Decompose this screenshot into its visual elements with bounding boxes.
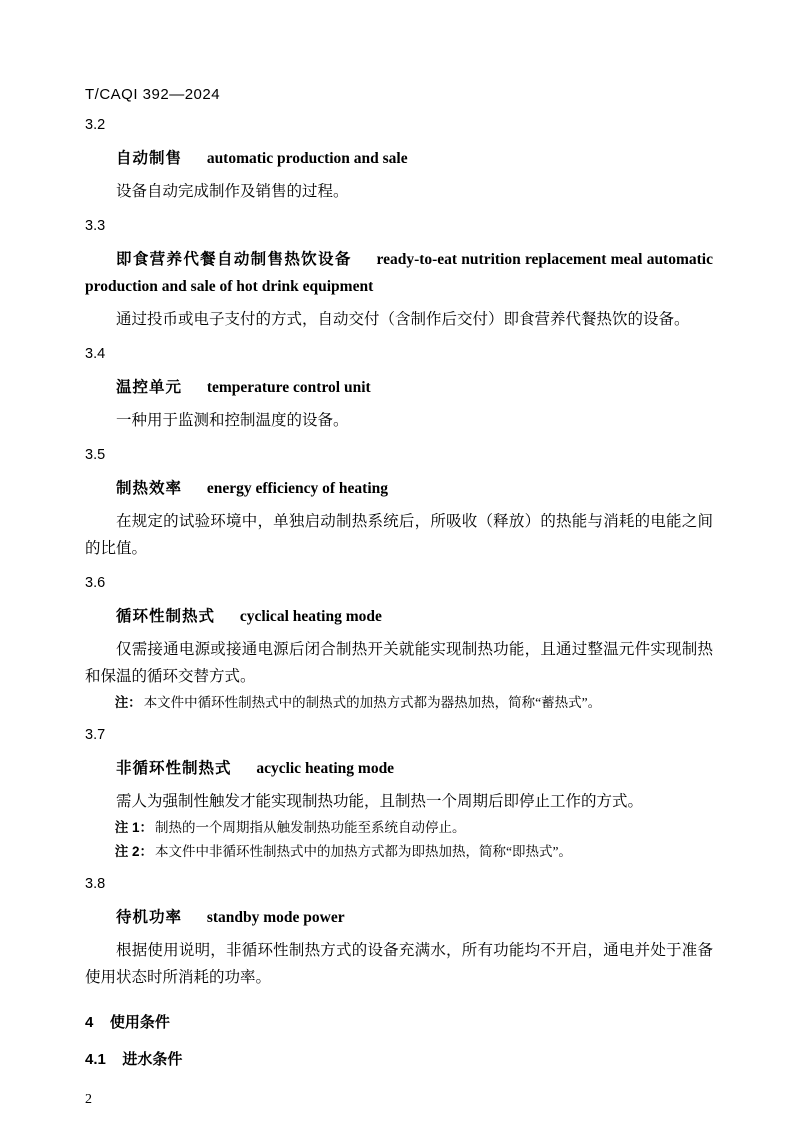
clause-number: 3.6 [85,575,106,591]
clause-number: 3.8 [85,876,106,892]
term-zh: 即食营养代餐自动制售热饮设备 [116,251,352,268]
clause-number: 4 [85,1014,94,1031]
term-definition: 通过投币或电子支付的方式，自动交付（含制作后交付）即食营养代餐热饮的设备。 [116,311,690,328]
section-3-3 [85,213,713,333]
term-zh: 非循环性制热式 [116,760,232,777]
term-en: ready-to-eat nutrition replacement meal automatic production and sale of hot drink equipment [85,251,713,295]
term-heading [85,603,713,630]
term-en: cyclical heating mode [239,608,382,625]
clause-number: 3.4 [85,346,106,362]
clause-title: 进水条件 [122,1051,183,1068]
term-definition: 在规定的试验环境中，单独启动制热系统后，所吸收（释放）的热能与消耗的电能之间的比值。 [85,513,713,557]
term-heading [85,475,713,502]
clause-number: 3.7 [85,727,106,743]
section-3-2 [85,112,713,205]
section-3-5 [85,442,713,562]
term-en: automatic production and sale [206,150,408,167]
term-zh: 循环性制热式 [116,608,216,625]
term-en: energy efficiency of heating [206,480,389,497]
running-header: T/CAQI 392—2024 [85,86,221,103]
term-heading [85,374,713,401]
term-heading [85,755,713,782]
term-definition: 一种用于监测和控制温度的设备。 [116,412,349,429]
section-3-4 [85,341,713,434]
note-text: 本文件中非循环性制热式中的加热方式都为即热加热，简称“即热式”。 [154,844,572,859]
term-definition: 设备自动完成制作及销售的过程。 [116,183,349,200]
term-zh: 待机功率 [116,909,183,926]
clause-title: 使用条件 [109,1014,170,1031]
page-number: 2 [85,1092,92,1107]
clause-number: 4.1 [85,1051,106,1068]
note-text: 本文件中循环性制热式中的制热式的加热方式都为器热加热，简称“蓄热式”。 [143,695,602,710]
note [85,691,713,714]
note-text: 制热的一个周期指从触发制热功能至系统自动停止。 [154,820,466,835]
term-heading [85,246,713,300]
clause-number: 3.2 [85,117,106,133]
term-heading [85,145,713,172]
term-en: acyclic heating mode [256,760,395,777]
term-heading [85,904,713,931]
term-zh: 制热效率 [116,480,183,497]
note-label: 注： [114,695,142,710]
clause-number: 3.5 [85,447,106,463]
note-label: 注 1： [114,820,153,835]
term-definition: 需人为强制性触发才能实现制热功能，且制热一个周期后即停止工作的方式。 [116,793,644,810]
term-definition: 根据使用说明，非循环性制热方式的设备充满水，所有功能均不开启，通电并处于准备使用状态时所消耗的功率。 [85,942,713,986]
term-en: standby mode power [206,909,345,926]
term-zh: 自动制售 [116,150,183,167]
clause-heading-4 [85,1009,713,1036]
note-label: 注 2： [114,844,153,859]
section-3-8 [85,871,713,991]
term-zh: 温控单元 [116,379,183,396]
clause-number: 3.3 [85,218,106,234]
note [85,840,713,863]
section-3-6 [85,570,713,714]
clause-heading-4-1 [85,1046,713,1073]
term-definition: 仅需接通电源或接通电源后闭合制热开关就能实现制热功能，且通过整温元件实现制热和保温的循环交替方式。 [85,641,713,685]
term-en: temperature control unit [206,379,371,396]
note [85,816,713,839]
section-3-7 [85,722,713,863]
